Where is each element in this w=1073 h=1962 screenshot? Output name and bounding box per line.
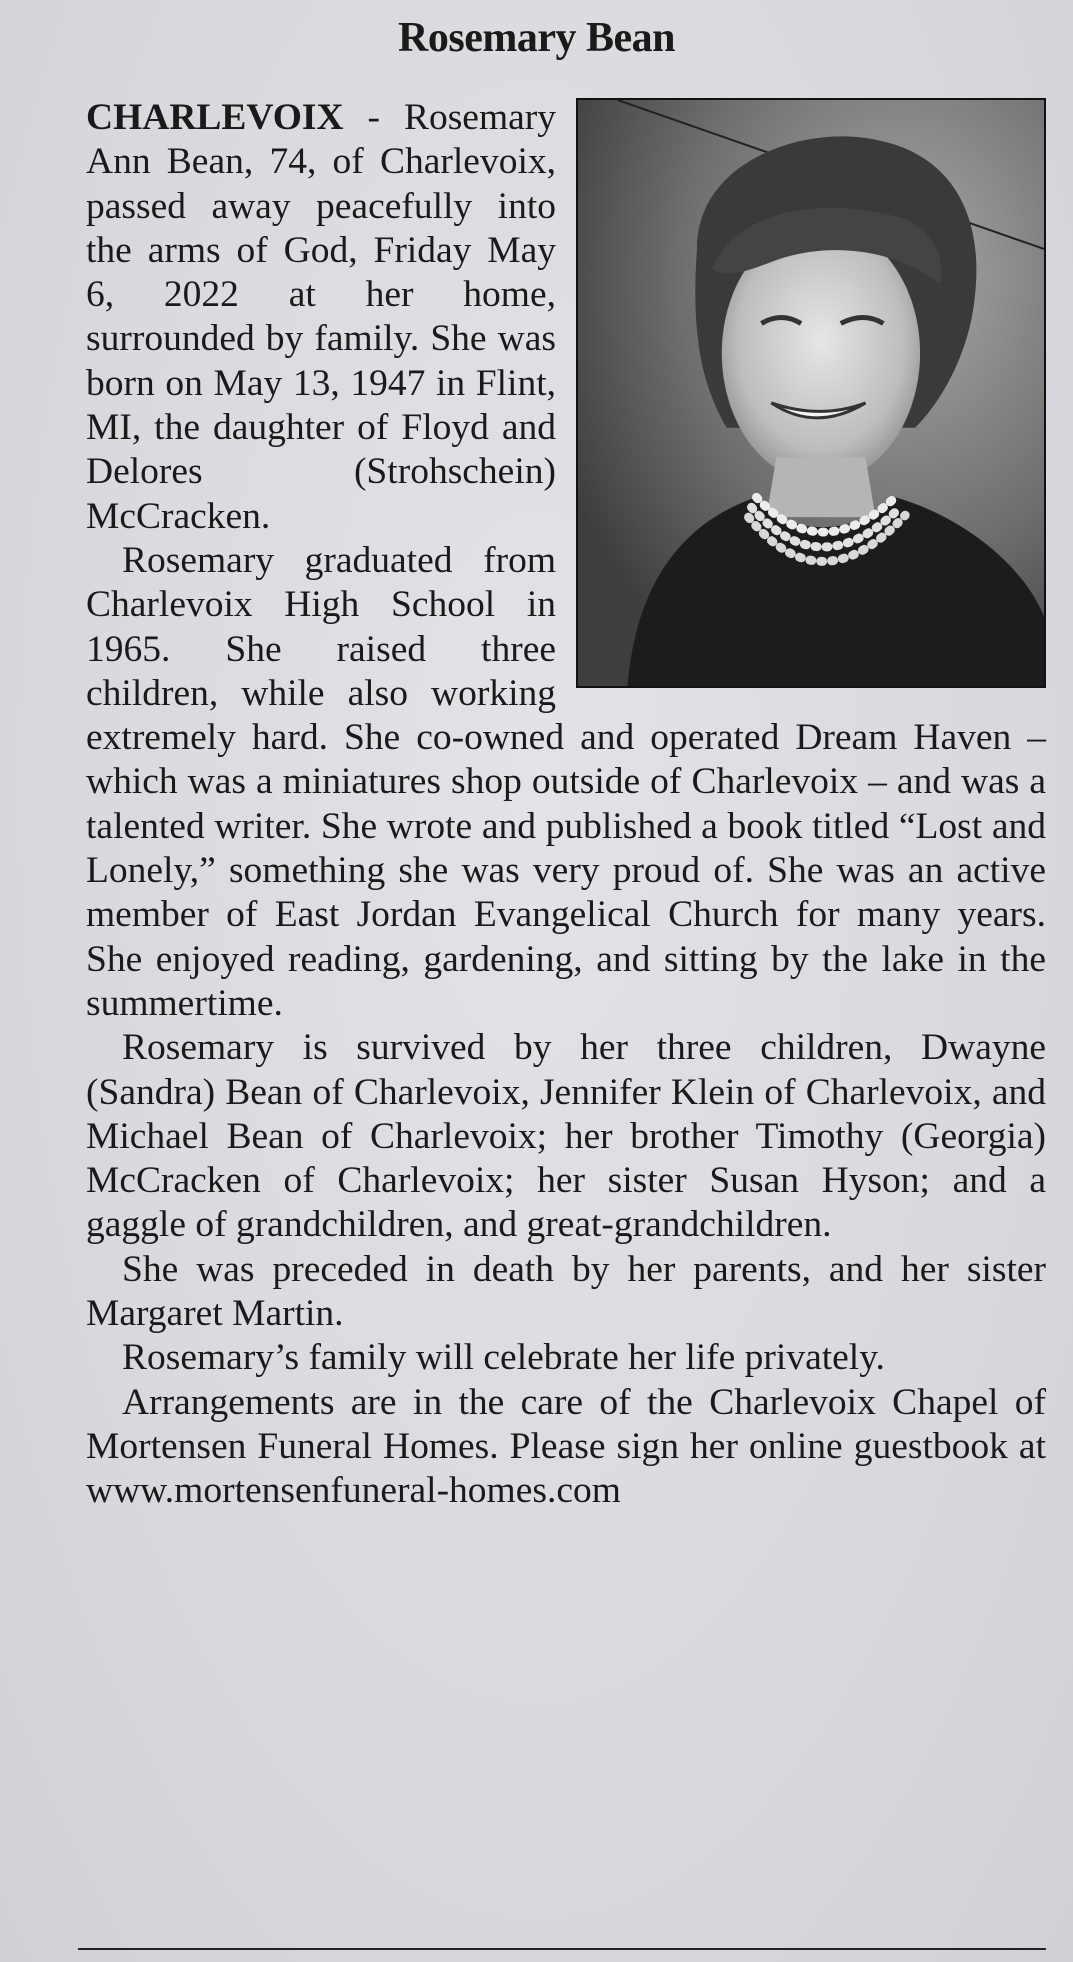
paragraph-life: Rosemary graduated from Charlevoix High School in 1965. She raised three children, while also working extremely hard. She co-owned and operated Dream Haven – which was a miniatures shop outside of Charlevoix – and was a talented writer. She wrote and published a book titled “Lost and Lonely,” something she was very proud of. She was an active member of East Jordan Evangelical Church for many years. She enjoyed reading, gardening, and sitting by the lake in the summertime. — [86, 539, 1046, 1024]
bottom-rule — [78, 1948, 1046, 1950]
obituary-body — [86, 96, 1046, 1514]
dateline: CHARLEVOIX — [86, 97, 344, 138]
paragraph-preceded: She was preceded in death by her parents, and her sister Margaret Martin. — [86, 1248, 1046, 1335]
paragraph-intro-text: - Rosemary Ann Bean, 74, of Charlevoix, passed away peacefully into the arms of God, Friday May 6, 2022 at her home, surrounded by family. She was born on May 13, 1947 in Flint, MI, the daughter of Floyd and Delores (Strohschein) McCracken. — [86, 97, 556, 537]
portrait-photo — [576, 98, 1046, 688]
paragraph-survivors: Rosemary is survived by her three children, Dwayne (Sandra) Bean of Charlevoix, Jennifer Klein of Charlevoix, and Michael Bean of Charlevoix; her brother Timothy (Georgia) McCracken of Charlevoix; her sister Susan Hyson; and a gaggle of grandchildren, and great-grandchildren. — [86, 1027, 1046, 1246]
paragraph-arrangements: Arrangements are in the care of the Charlevoix Chapel of Mortensen Funeral Homes. Please sign her online guestbook at www.mortensenfuneral-homes.com — [86, 1381, 1046, 1512]
paragraph-celebration: Rosemary’s family will celebrate her life privately. — [122, 1337, 885, 1379]
portrait-icon — [578, 100, 1044, 686]
obituary-title: Rosemary Bean — [398, 15, 675, 61]
